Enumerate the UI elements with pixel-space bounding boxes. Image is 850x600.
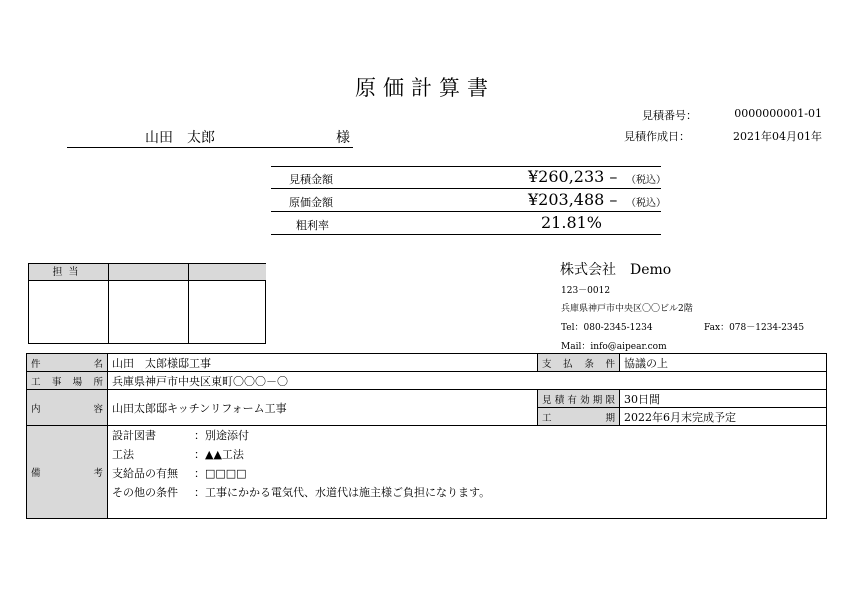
- table-row: [27, 390, 827, 408]
- recipient-honorific: 様: [336, 130, 350, 146]
- remarks-key: 支給品の有無: [112, 467, 178, 480]
- table-row: [27, 426, 827, 519]
- tax-note: （税込）: [626, 175, 666, 186]
- period-value: 2022年6月末完成予定: [620, 408, 827, 426]
- remarks-key: 設計図書: [112, 429, 156, 442]
- site-label: 工事場所: [27, 372, 108, 390]
- remarks-value: ：別途添付: [194, 429, 249, 442]
- staff-divider: [108, 264, 109, 343]
- company-fax: Fax：078－1234-2345: [704, 323, 805, 333]
- remarks-value: ：□□□□: [194, 467, 247, 480]
- period-label: 工期: [538, 408, 620, 426]
- company-name: 株式会社 Demo: [560, 262, 672, 278]
- amount-row-margin: [271, 212, 661, 235]
- company-address: 兵庫県神戸市中央区〇〇ビル2階: [561, 304, 693, 314]
- amount-value: ¥203,488 –: [528, 190, 618, 209]
- remarks-line: [112, 464, 822, 483]
- staff-stamp-box: [28, 263, 266, 344]
- amount-label: 粗利率: [296, 219, 329, 232]
- remarks-label: 備考: [27, 426, 108, 519]
- validity-label: 見積有効期限: [538, 390, 620, 408]
- subject-value: 山田 太郎様邸工事: [108, 354, 538, 372]
- remarks-key: 工法: [112, 448, 134, 461]
- staff-header: 担当: [29, 264, 108, 281]
- company-postal: 123－0012: [561, 286, 611, 296]
- payment-label: 支払条件: [538, 354, 620, 372]
- company-mail: Mail：info@aipear.com: [561, 342, 667, 352]
- company-tel: Tel：080-2345-1234: [561, 323, 653, 333]
- payment-value: 協議の上: [620, 354, 827, 372]
- staff-header-blank: [188, 264, 266, 281]
- amount-label: 見積金額: [289, 173, 333, 186]
- remarks-line: [112, 445, 822, 464]
- estimate-no: 0000000001-01: [734, 107, 822, 120]
- table-row: [27, 354, 827, 372]
- amount-label: 原価金額: [289, 196, 333, 209]
- estimate-no-label: 見積番号：: [642, 109, 697, 122]
- subject-label: 件名: [27, 354, 108, 372]
- created-date-label: 見積作成日：: [624, 130, 690, 143]
- remarks-line: [112, 483, 822, 502]
- amount-row-estimate: [271, 166, 666, 189]
- amount-value: ¥260,233 –: [528, 167, 618, 186]
- document-title: 原価計算書: [355, 76, 495, 100]
- remarks-value: ：工事にかかる電気代、水道代は施主様ご負担になります。: [194, 486, 491, 499]
- validity-value: 30日間: [620, 390, 827, 408]
- recipient-name: 山田 太郎: [145, 130, 215, 146]
- remarks-line: [112, 426, 822, 445]
- content-value: 山田太郎邸キッチンリフォーム工事: [108, 390, 538, 426]
- details-table: [26, 353, 827, 519]
- staff-divider: [188, 264, 189, 343]
- amount-row-cost: [271, 189, 666, 212]
- content-label: 内容: [27, 390, 108, 426]
- remarks-key: その他の条件: [112, 486, 178, 499]
- remarks-cell: [108, 426, 827, 519]
- created-date: 2021年04月01年: [733, 130, 822, 143]
- amount-value: 21.81%: [541, 213, 603, 232]
- remarks-value: ：▲▲工法: [194, 448, 244, 461]
- tax-note: （税込）: [626, 198, 666, 209]
- table-row: [27, 372, 827, 390]
- staff-header-blank: [108, 264, 188, 281]
- site-value: 兵庫県神戸市中央区東町〇〇〇－〇: [108, 372, 827, 390]
- recipient-underline: [67, 147, 353, 148]
